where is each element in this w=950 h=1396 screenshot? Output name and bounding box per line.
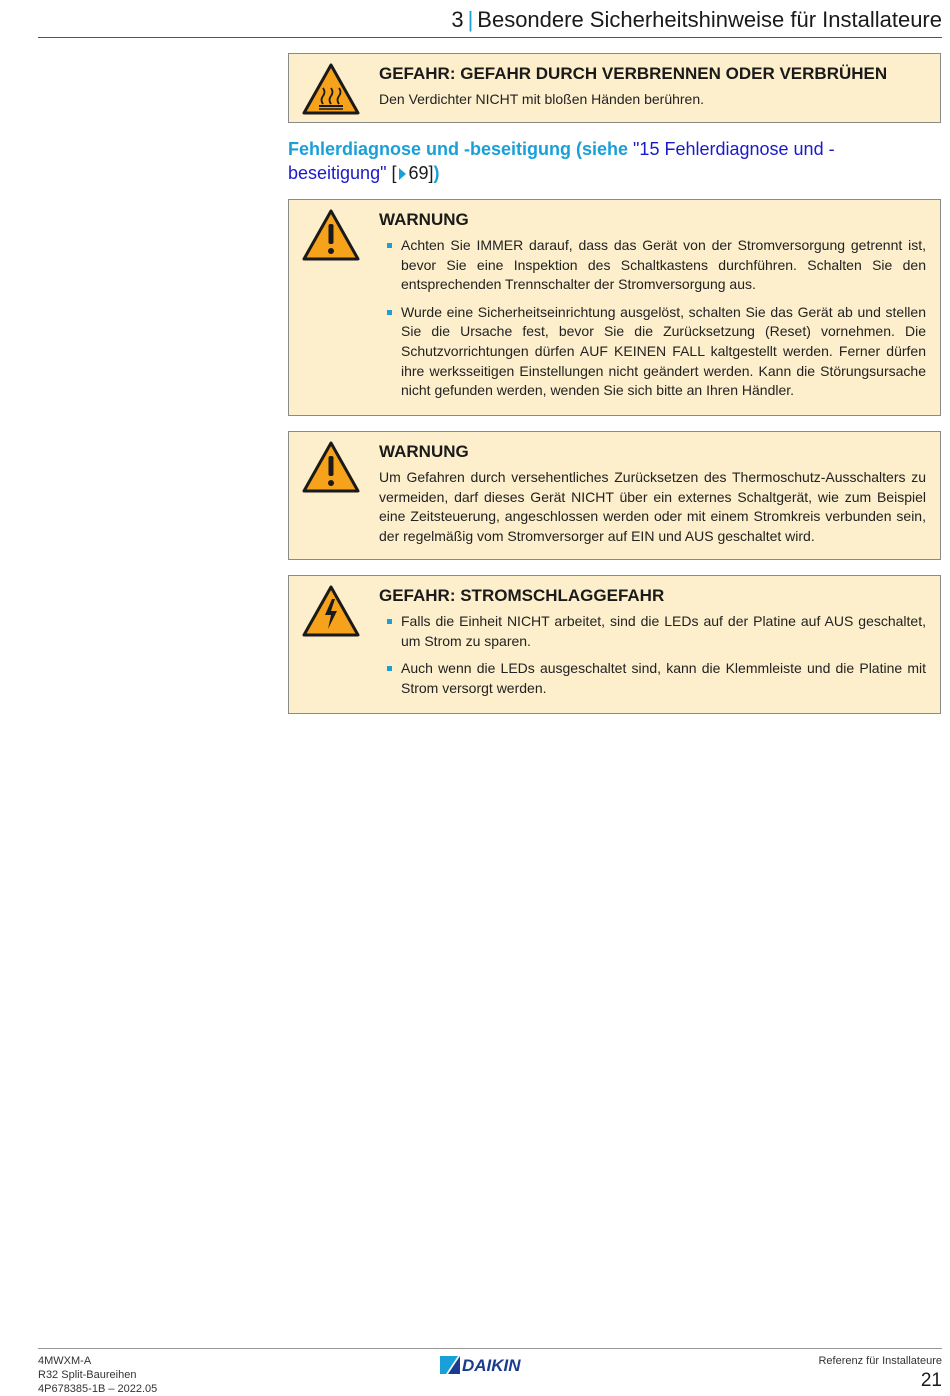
daikin-logo bbox=[438, 1354, 542, 1376]
footer-series: R32 Split-Baureihen bbox=[38, 1369, 137, 1381]
hot-surface-warning-icon bbox=[301, 62, 361, 116]
notice-content bbox=[379, 208, 926, 409]
footer-model: 4MWXM-A bbox=[38, 1355, 92, 1367]
exclamation-warning-icon bbox=[301, 440, 361, 494]
notice-title: WARNUNG bbox=[379, 210, 469, 229]
list-item bbox=[379, 612, 926, 651]
notice-title: WARNUNG bbox=[379, 442, 469, 461]
bullet-icon bbox=[387, 310, 392, 315]
page-header bbox=[38, 6, 942, 38]
heading-prefix: Fehlerdiagnose und -beseitigung (siehe bbox=[288, 139, 634, 159]
section-link[interactable]: "15 Fehlerdiagnose und -beseitigung" bbox=[288, 139, 835, 183]
danger-electric-shock-notice bbox=[288, 575, 941, 714]
page-ref-open: [ bbox=[391, 163, 397, 183]
page-ref-arrow-icon bbox=[399, 168, 406, 180]
notice-list bbox=[379, 236, 926, 401]
warning-notice-inspection bbox=[288, 199, 941, 416]
exclamation-warning-icon bbox=[301, 208, 361, 262]
bullet-icon bbox=[387, 243, 392, 248]
list-item bbox=[379, 659, 926, 698]
footer-divider bbox=[38, 1348, 942, 1349]
danger-burn-notice bbox=[288, 53, 941, 123]
footer-doc-code: 4P678385-1B – 2022.05 bbox=[38, 1383, 158, 1395]
notice-content bbox=[379, 440, 926, 546]
logo-text: DAIKIN bbox=[462, 1356, 521, 1375]
bullet-icon bbox=[387, 666, 392, 671]
chapter-number: 3 bbox=[451, 7, 464, 32]
list-item-text: Wurde eine Sicherheitseinrichtung ausgelöst, schalten Sie das Gerät ab und stellen Sie die Ursache fest, bevor Sie die Zurücksetzung (Reset) vornehmen. Die Schutzvorrichtungen dürfen AUF KEINEN FALL kaltgestellt werden. Ferner dürfen ihre werksseitigen Einstellungen nicht geändert werden. Kann die Störungsursache nicht gefunden werden, wenden Sie sich bitte an Ihren Händler. bbox=[401, 303, 926, 399]
warning-notice-thermal bbox=[288, 431, 941, 560]
section-heading bbox=[288, 137, 848, 185]
chapter-title: Besondere Sicherheitshinweise für Installateure bbox=[477, 7, 942, 32]
list-item bbox=[379, 303, 926, 401]
heading-suffix: ) bbox=[433, 163, 440, 183]
bullet-icon bbox=[387, 619, 392, 624]
list-item-text: Auch wenn die LEDs ausgeschaltet sind, kann die Klemmleiste und die Platine mit Strom versorgt werden. bbox=[401, 660, 926, 696]
list-item-text: Achten Sie IMMER darauf, dass das Gerät von der Stromversorgung getrennt ist, bevor Sie eine Inspektion des Schaltkastens durchführen. Schalten Sie den entsprechenden Trennschalter der Stromversorgung aus. bbox=[401, 237, 926, 293]
notice-title: GEFAHR: GEFAHR DURCH VERBRENNEN ODER VERBRÜHEN bbox=[379, 64, 888, 83]
header-separator: | bbox=[467, 7, 474, 32]
notice-content bbox=[379, 62, 926, 110]
page-ref-number[interactable]: 69 bbox=[408, 163, 429, 183]
notice-text: Um Gefahren durch versehentliches Zurücksetzen des Thermoschutz-Ausschalters zu vermeiden, darf dieses Gerät NICHT über ein externes Schaltgerät, wie zum Beispiel eine Zeitsteuerung, angeschlossen werden oder mit einem Stromkreis verbunden sein, der regelmäßig vom Stromversorger auf EIN und AUS geschaltet wird. bbox=[379, 469, 926, 544]
notice-text: Den Verdichter NICHT mit bloßen Händen berühren. bbox=[379, 91, 705, 107]
notice-title: GEFAHR: STROMSCHLAGGEFAHR bbox=[379, 586, 665, 605]
notice-list bbox=[379, 612, 926, 698]
footer-doc-type: Referenz für Installateure bbox=[818, 1355, 942, 1367]
footer-doc-info bbox=[38, 1354, 157, 1396]
list-item bbox=[379, 236, 926, 295]
electric-shock-warning-icon bbox=[301, 584, 361, 638]
page-ref-close: ] bbox=[428, 163, 434, 183]
list-item-text: Falls die Einheit NICHT arbeitet, sind die LEDs auf der Platine auf AUS geschaltet, um Strom zu sparen. bbox=[401, 613, 926, 649]
notice-content bbox=[379, 584, 926, 706]
page-number: 21 bbox=[920, 1370, 942, 1391]
